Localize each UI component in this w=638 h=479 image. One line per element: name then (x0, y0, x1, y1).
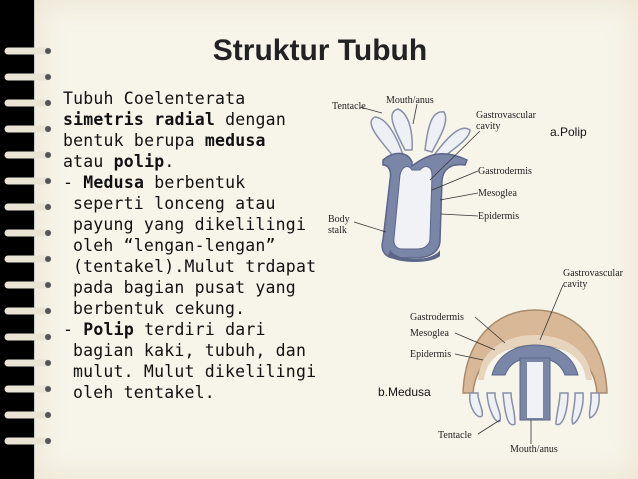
label-medusa-tentacle: Tentacle (438, 430, 472, 441)
page-title: Struktur Tubuh (212, 34, 428, 67)
label-gastrodermis: Gastrodermis (478, 166, 532, 177)
label-mesoglea: Mesoglea (478, 188, 517, 199)
tag-medusa: b.Medusa (378, 385, 431, 399)
label-body-stalk: Body stalk (328, 214, 350, 236)
label-medusa-mouth-anus: Mouth/anus (510, 444, 558, 455)
label-mouth-anus: Mouth/anus (386, 95, 434, 106)
bullet-medusa: - Medusa berbentuk seperti lonceng atau payung yang dikelilingi oleh “lengan-lengan” (tentakel).Mulut trdapat pada bagian pusat yang berbentuk cekung. (63, 173, 317, 318)
intro-paragraph: Tubuh Coelenterata simetris radial dengan bentuk berupa medusa atau polip. (63, 89, 286, 171)
bullet-polip: - Polip terdiri dari bagian kaki, tubuh, dan mulut. Mulut dikelilingi oleh tentakel. (63, 320, 317, 402)
polip-drawing (371, 109, 470, 262)
label-epidermis: Epidermis (478, 211, 520, 222)
medusa-drawing (463, 310, 607, 425)
label-gastrovascular-cavity: Gastrovascular cavity (476, 110, 536, 132)
tag-polip: a.Polip (550, 125, 587, 139)
label-medusa-gastrodermis: Gastrodermis (410, 312, 464, 323)
label-tentacle: Tentacle (332, 101, 366, 112)
label-medusa-mesoglea: Mesoglea (410, 328, 449, 339)
label-medusa-gastrovascular-cavity: Gastrovascular cavity (563, 268, 623, 290)
label-medusa-epidermis: Epidermis (410, 349, 452, 360)
